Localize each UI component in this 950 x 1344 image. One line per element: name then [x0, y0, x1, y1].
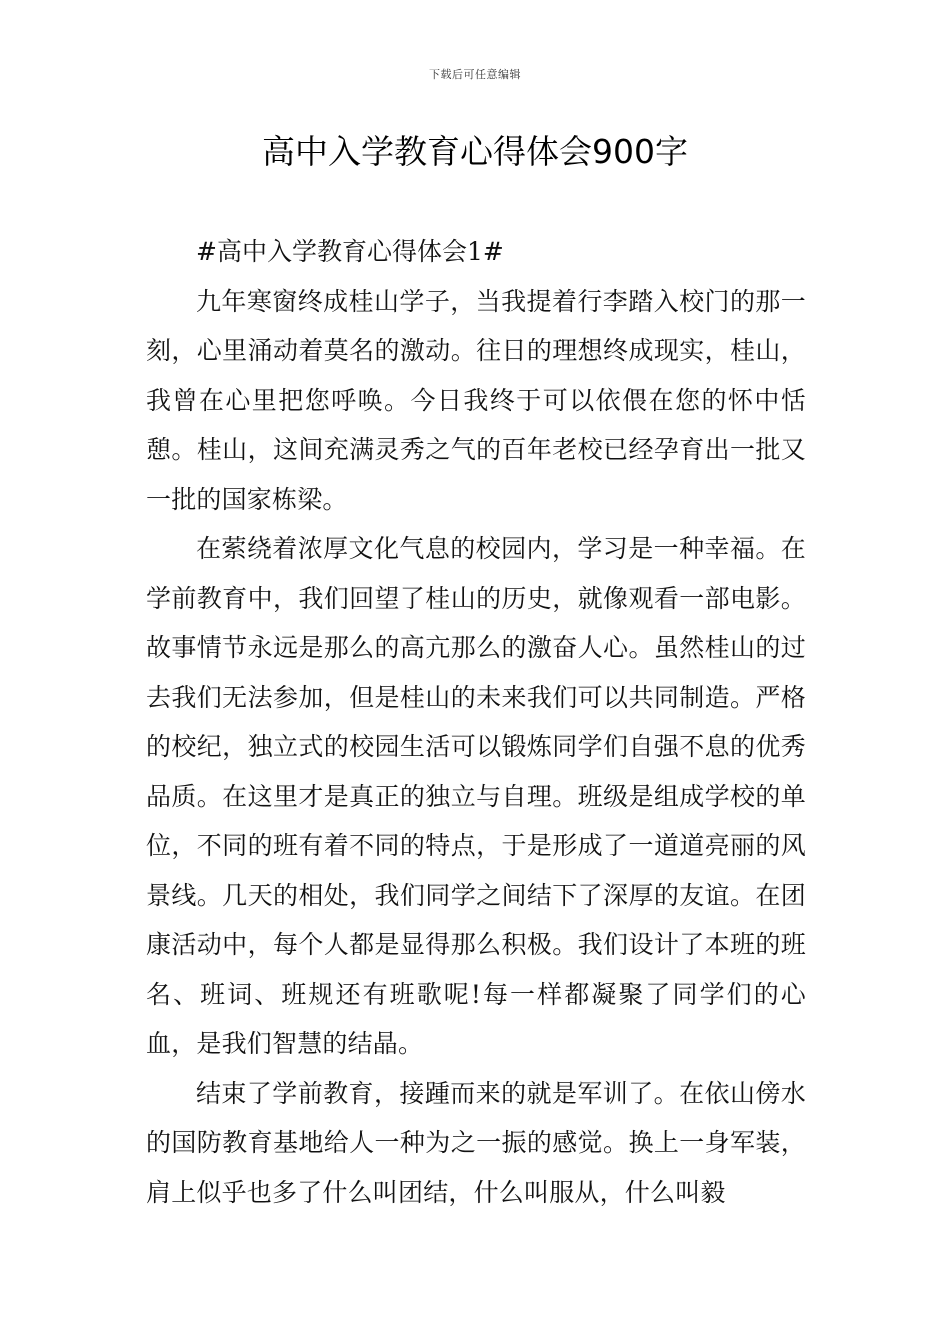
paragraph-3: 结束了学前教育，接踵而来的就是军训了。在依山傍水的国防教育基地给人一种为之一振的感觉。换上一身军装，肩上似乎也多了什么叫团结，什么叫服从，什么叫毅: [146, 1078, 806, 1207]
header-note: 下载后可任意编辑: [429, 68, 521, 81]
document-title: 高中入学教育心得体会900字: [262, 132, 688, 171]
paragraph-2: 在萦绕着浓厚文化气息的校园内，学习是一种幸福。在学前教育中，我们回望了桂山的历史，就像观看一部电影。故事情节永远是那么的高亢那么的激奋人心。虽然桂山的过去我们无法参加，但是桂山的未来我们可以共同制造。严格的校纪，独立式的校园生活可以锻炼同学们自强不息的优秀品质。在这里才是真正的独立与自理。班级是组成学校的单位，不同的班有着不同的特点，于是形成了一道道亮丽的风景线。几天的相处，我们同学之间结下了深厚的友谊。在团康活动中，每个人都是显得那么积极。我们设计了本班的班名、班词、班规还有班歌呢!每一样都凝聚了同学们的心血，是我们智慧的结晶。: [146, 534, 806, 1058]
document-body: [146, 227, 806, 1217]
paragraph-1: 九年寒窗终成桂山学子，当我提着行李踏入校门的那一刻，心里涌动着莫名的激动。往日的理想终成现实，桂山，我曾在心里把您呼唤。今日我终于可以依偎在您的怀中恬憩。桂山，这间充满灵秀之气的百年老校已经孕育出一批又一批的国家栋梁。: [146, 286, 806, 514]
section-heading: #高中入学教育心得体会1#: [196, 237, 504, 266]
